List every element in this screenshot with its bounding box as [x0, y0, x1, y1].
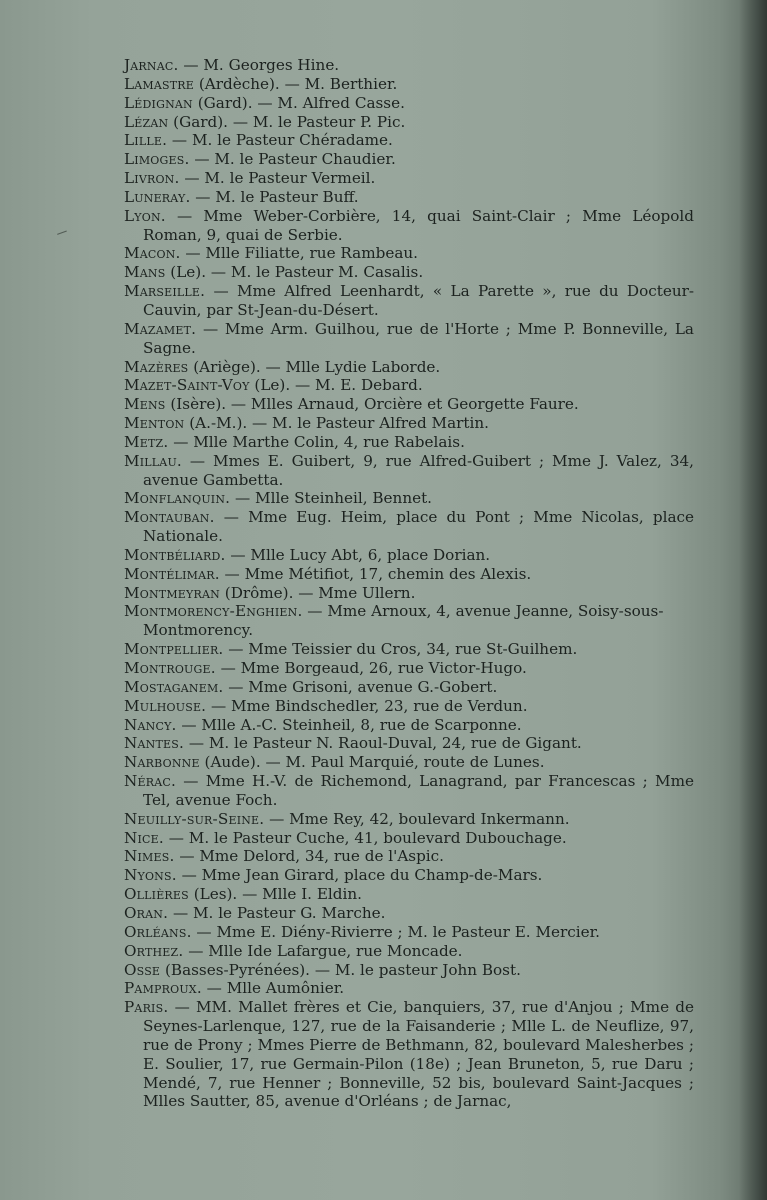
entry-place: Oran. — [124, 903, 169, 922]
entry-text: — M. le Pasteur Chéradame. — [167, 131, 393, 150]
directory-entry — [124, 923, 694, 942]
entry-place: Livron. — [124, 169, 180, 188]
entry-place: Jarnac. — [124, 56, 179, 74]
entry-place: Montbéliard. — [124, 545, 226, 564]
entry-text: — Mme H.-V. de Richemond, Lanagrand, par Francescas ; Mme Tel, avenue Foch. — [143, 772, 694, 809]
entry-place: Macon. — [124, 244, 181, 263]
entry-place: Lédignan — [124, 93, 193, 112]
directory-entry — [124, 734, 694, 753]
entry-place: Lézan — [124, 112, 169, 131]
entry-place: Montrouge. — [124, 659, 216, 677]
entry-text: (Ardèche). — M. Berthier. — [194, 74, 398, 93]
directory-entry — [124, 546, 694, 565]
entry-place: Nérac. — [124, 772, 176, 791]
entry-text: (Les). — Mlle I. Eldin. — [188, 885, 362, 904]
directory-entry — [124, 829, 694, 848]
entry-text: (Basses-Pyrénées). — M. le pasteur John Bost. — [160, 960, 521, 979]
directory-entry — [124, 904, 694, 923]
directory-entry — [124, 414, 694, 433]
directory-entry — [124, 113, 694, 132]
entry-place: Mazamet. — [124, 319, 197, 338]
directory-entry — [124, 584, 694, 603]
entry-text: — MM. Mallet frères et Cie, banquiers, 37, rue d'Anjou ; Mme de Seynes-Larlenque, 127, rue de la Faisanderie ; Mlle L. de Neuflize, 97, rue de Prony ; Mmes Pierre de Bethmann, 82, boulevard Malesherbes ; E. Soulier, 17, rue Germain-Pilon (18e) ; Jean Bruneton, 5, rue Daru ; Mendé, 7, rue Henner ; Bonneville, 52 bis, boulevard Saint-Jacques ; Mlles Sautter, 85, avenue d'Orléans ; de Jarnac, — [143, 998, 694, 1111]
entry-place: Lamastre — [124, 74, 195, 93]
entry-place: Millau. — [124, 451, 182, 470]
directory-entry — [124, 452, 694, 490]
directory-entry — [124, 320, 694, 358]
entry-place: Mostaganem. — [124, 677, 224, 696]
entry-place: Mazères — [124, 357, 189, 376]
entry-text: (A.-M.). — M. le Pasteur Alfred Martin. — [184, 414, 489, 433]
entry-text: — Mme Grisoni, avenue G.-Gobert. — [223, 677, 498, 696]
entry-text: — Mlle Marthe Colin, 4, rue Rabelais. — [168, 432, 465, 451]
entry-place: Nice. — [124, 828, 164, 847]
directory-entry — [124, 678, 694, 697]
entry-place: Montmorency-Enghien. — [124, 602, 303, 621]
directory-entry — [124, 508, 694, 546]
entry-text: (Gard). — M. le Pasteur P. Pic. — [168, 112, 406, 131]
directory-entry — [124, 772, 694, 810]
entry-place: Montpellier. — [124, 640, 224, 659]
entry-place: Orthez. — [124, 941, 184, 960]
entry-place: Mens — [124, 395, 166, 414]
entry-text: — Mlle Ide Lafargue, rue Moncade. — [183, 941, 463, 960]
directory-entry — [124, 395, 694, 414]
entry-text: — Mme E. Diény-Rivierre ; M. le Pasteur E. Mercier. — [191, 922, 601, 941]
directory-entry — [124, 433, 694, 452]
entry-place: Menton — [124, 414, 185, 433]
entry-place: Nancy. — [124, 715, 177, 734]
entry-place: Neuilly-sur-Seine. — [124, 809, 265, 828]
directory-entry — [124, 998, 694, 1111]
entry-place: Osse — [124, 960, 161, 979]
directory-entry — [124, 885, 694, 904]
directory-entry — [124, 56, 694, 75]
directory-list — [124, 56, 694, 1111]
entry-place: Lille. — [124, 131, 168, 150]
entry-text: — Mme Arm. Guilhou, rue de l'Horte ; Mme P. Bonneville, La Sagne. — [143, 319, 694, 357]
directory-entry — [124, 753, 694, 772]
entry-text: — Mme Arnoux, 4, avenue Jeanne, Soisy-sous-Montmorency. — [143, 602, 664, 640]
entry-text: — Mme Weber-Corbière, 14, quai Saint-Clair ; Mme Léopold Roman, 9, quai de Serbie. — [143, 206, 694, 244]
directory-entry — [124, 263, 694, 282]
entry-place: Ollières — [124, 885, 189, 904]
entry-place: Luneray. — [124, 187, 191, 206]
entry-text: — Mme Jean Girard, place du Champ-de-Mars. — [176, 866, 543, 885]
directory-entry — [124, 716, 694, 735]
directory-entry — [124, 697, 694, 716]
entry-text: (Le). — M. E. Debard. — [249, 376, 423, 395]
directory-entry — [124, 131, 694, 150]
entry-text: — Mmes E. Guibert, 9, rue Alfred-Guibert ; Mme J. Valez, 34, avenue Gambetta. — [143, 451, 694, 489]
entry-place: Nyons. — [124, 866, 177, 885]
entry-text: — Mlle Aumônier. — [201, 979, 345, 998]
directory-entry — [124, 659, 694, 678]
entry-text: (Drôme). — Mme Ullern. — [219, 583, 416, 602]
entry-text: — M. le Pasteur Vermeil. — [179, 169, 376, 188]
entry-place: Nimes. — [124, 847, 175, 866]
entry-place: Mans — [124, 263, 166, 282]
directory-entry — [124, 810, 694, 829]
entry-place: Limoges. — [124, 150, 190, 169]
entry-place: Mulhouse. — [124, 696, 207, 715]
entry-place: Narbonne — [124, 753, 200, 772]
margin-mark — [57, 231, 69, 241]
entry-text: — Mlle Lucy Abt, 6, place Dorian. — [225, 545, 491, 564]
entry-text: (Isère). — Mlles Arnaud, Orcière et Georgette Faure. — [165, 395, 579, 414]
entry-text: — Mlle A.-C. Steinheil, 8, rue de Scarponne. — [176, 715, 522, 734]
entry-place: Lyon. — [124, 206, 166, 225]
entry-text: (Ariège). — Mlle Lydie Laborde. — [188, 357, 441, 376]
entry-text: — Mme Alfred Leenhardt, « La Parette », rue du Docteur-Cauvin, par St-Jean-du-Désert. — [143, 282, 694, 319]
directory-entry — [124, 376, 694, 395]
directory-entry — [124, 866, 694, 885]
directory-entry — [124, 169, 694, 188]
directory-entry — [124, 75, 694, 94]
entry-text: — Mme Teissier du Cros, 34, rue St-Guilhem. — [223, 640, 578, 659]
directory-entry — [124, 979, 694, 998]
entry-text: — Mlle Filiatte, rue Rambeau. — [180, 244, 419, 263]
entry-place: Montmeyran — [124, 583, 220, 602]
entry-place: Pamproux. — [124, 979, 202, 998]
entry-text: — Mme Borgeaud, 26, rue Victor-Hugo. — [215, 659, 527, 677]
entry-text: — Mme Eug. Heim, place du Pont ; Mme Nicolas, place Nationale. — [143, 508, 694, 546]
entry-place: Metz. — [124, 432, 169, 451]
directory-entry — [124, 150, 694, 169]
entry-place: Orléans. — [124, 922, 192, 941]
directory-entry — [124, 602, 694, 640]
entry-place: Paris. — [124, 998, 169, 1017]
entry-text: — M. le Pasteur Cuche, 41, boulevard Dubouchage. — [163, 828, 567, 847]
directory-entry — [124, 961, 694, 980]
entry-text: — Mlle Steinheil, Bennet. — [230, 489, 433, 508]
entry-text: — Mme Delord, 34, rue de l'Aspic. — [174, 847, 444, 866]
entry-text: — M. le Pasteur N. Raoul-Duval, 24, rue de Gigant. — [184, 734, 582, 753]
directory-entry — [124, 489, 694, 508]
entry-text: — Mme Bindschedler, 23, rue de Verdun. — [206, 696, 528, 715]
entry-text: — Mme Métifiot, 17, chemin des Alexis. — [219, 564, 532, 583]
entry-place: Monflanquin. — [124, 489, 231, 508]
entry-text: (Le). — M. le Pasteur M. Casalis. — [165, 263, 424, 282]
directory-entry — [124, 358, 694, 377]
entry-text: (Gard). — M. Alfred Casse. — [192, 93, 405, 112]
entry-text: — M. Georges Hine. — [178, 56, 340, 74]
entry-text: — M. le Pasteur Chaudier. — [189, 150, 396, 169]
entry-place: Montélimar. — [124, 564, 220, 583]
directory-entry — [124, 188, 694, 207]
directory-entry — [124, 847, 694, 866]
directory-entry — [124, 244, 694, 263]
directory-entry — [124, 94, 694, 113]
entry-text: (Aude). — M. Paul Marquié, route de Lunes. — [199, 753, 545, 772]
entry-text: — Mme Rey, 42, boulevard Inkermann. — [264, 809, 570, 828]
entry-place: Montauban. — [124, 508, 215, 527]
entry-place: Mazet-Saint-Voy — [124, 376, 250, 395]
directory-entry — [124, 640, 694, 659]
entry-text: — M. le Pasteur Buff. — [190, 187, 359, 206]
page-spine-shadow — [739, 0, 767, 1200]
directory-entry — [124, 942, 694, 961]
entry-place: Marseille. — [124, 282, 206, 301]
directory-entry — [124, 282, 694, 320]
directory-entry — [124, 207, 694, 245]
entry-text: — M. le Pasteur G. Marche. — [168, 903, 386, 922]
entry-place: Nantes. — [124, 734, 184, 753]
directory-entry — [124, 565, 694, 584]
